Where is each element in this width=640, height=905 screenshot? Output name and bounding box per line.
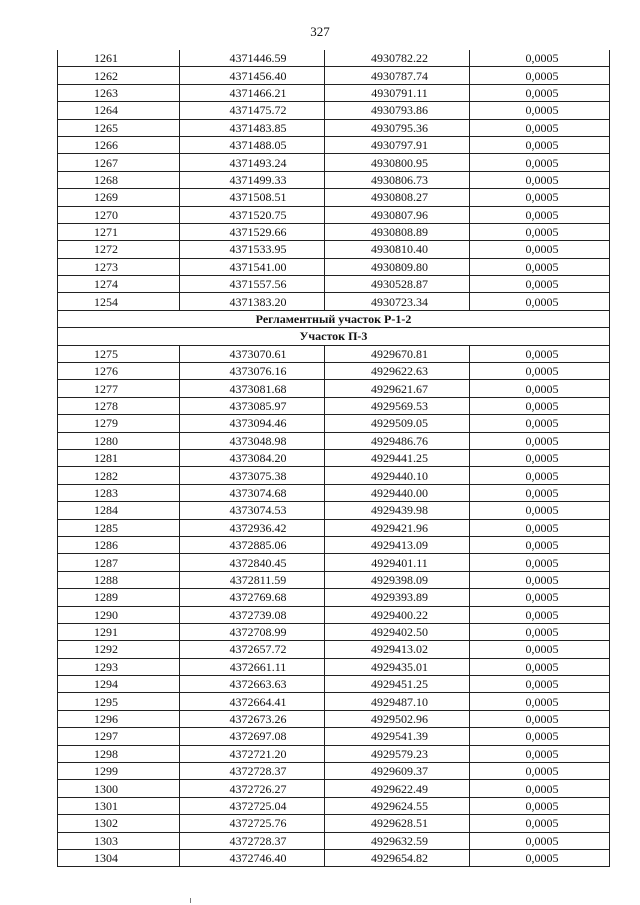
x-coordinate-cell: 4371483.85	[180, 119, 325, 136]
x-coordinate-cell: 4372725.76	[180, 815, 325, 832]
x-coordinate-cell: 4371541.00	[180, 258, 325, 275]
point-number-cell: 1297	[58, 728, 180, 745]
table-row	[58, 119, 610, 136]
accuracy-cell: 0,0005	[470, 710, 610, 727]
accuracy-cell: 0,0005	[470, 67, 610, 84]
y-coordinate-cell: 4930806.73	[325, 171, 470, 188]
point-number-cell: 1285	[58, 519, 180, 536]
accuracy-cell: 0,0005	[470, 276, 610, 293]
point-number-cell: 1277	[58, 380, 180, 397]
point-number-cell: 1299	[58, 763, 180, 780]
point-number-cell: 1273	[58, 258, 180, 275]
table-row	[58, 154, 610, 171]
accuracy-cell: 0,0005	[470, 223, 610, 240]
y-coordinate-cell: 4930795.36	[325, 119, 470, 136]
table-row	[58, 67, 610, 84]
accuracy-cell: 0,0005	[470, 449, 610, 466]
table-row	[58, 676, 610, 693]
y-coordinate-cell: 4929402.50	[325, 623, 470, 640]
x-coordinate-cell: 4371529.66	[180, 223, 325, 240]
x-coordinate-cell: 4372728.37	[180, 832, 325, 849]
point-number-cell: 1279	[58, 415, 180, 432]
y-coordinate-cell: 4929670.81	[325, 345, 470, 362]
table-row	[58, 571, 610, 588]
point-number-cell: 1300	[58, 780, 180, 797]
accuracy-cell: 0,0005	[470, 536, 610, 553]
y-coordinate-cell: 4929541.39	[325, 728, 470, 745]
point-number-cell: 1267	[58, 154, 180, 171]
point-number-cell: 1287	[58, 554, 180, 571]
y-coordinate-cell: 4929439.98	[325, 502, 470, 519]
x-coordinate-cell: 4372746.40	[180, 849, 325, 866]
table-row	[58, 606, 610, 623]
accuracy-cell: 0,0005	[470, 815, 610, 832]
accuracy-cell: 0,0005	[470, 102, 610, 119]
table-row	[58, 519, 610, 536]
accuracy-cell: 0,0005	[470, 171, 610, 188]
table-row	[58, 467, 610, 484]
y-coordinate-cell: 4930808.27	[325, 189, 470, 206]
point-number-cell: 1270	[58, 206, 180, 223]
accuracy-cell: 0,0005	[470, 293, 610, 310]
table-row	[58, 693, 610, 710]
table-row	[58, 345, 610, 362]
x-coordinate-cell: 4373074.53	[180, 502, 325, 519]
x-coordinate-cell: 4373094.46	[180, 415, 325, 432]
x-coordinate-cell: 4371446.59	[180, 50, 325, 67]
point-number-cell: 1268	[58, 171, 180, 188]
y-coordinate-cell: 4929451.25	[325, 676, 470, 693]
x-coordinate-cell: 4372739.08	[180, 606, 325, 623]
table-row	[58, 258, 610, 275]
x-coordinate-cell: 4371520.75	[180, 206, 325, 223]
x-coordinate-cell: 4372936.42	[180, 519, 325, 536]
point-number-cell: 1282	[58, 467, 180, 484]
table-row	[58, 171, 610, 188]
table-row	[58, 189, 610, 206]
table-row	[58, 589, 610, 606]
accuracy-cell: 0,0005	[470, 50, 610, 67]
y-coordinate-cell: 4929569.53	[325, 397, 470, 414]
point-number-cell: 1296	[58, 710, 180, 727]
point-number-cell: 1294	[58, 676, 180, 693]
table-row	[58, 223, 610, 240]
accuracy-cell: 0,0005	[470, 641, 610, 658]
y-coordinate-cell: 4930793.86	[325, 102, 470, 119]
accuracy-cell: 0,0005	[470, 554, 610, 571]
table-row	[58, 415, 610, 432]
y-coordinate-cell: 4929632.59	[325, 832, 470, 849]
x-coordinate-cell: 4372769.68	[180, 589, 325, 606]
x-coordinate-cell: 4372697.08	[180, 728, 325, 745]
x-coordinate-cell: 4371466.21	[180, 84, 325, 101]
y-coordinate-cell: 4930723.34	[325, 293, 470, 310]
accuracy-cell: 0,0005	[470, 589, 610, 606]
accuracy-cell: 0,0005	[470, 484, 610, 501]
y-coordinate-cell: 4930808.89	[325, 223, 470, 240]
accuracy-cell: 0,0005	[470, 763, 610, 780]
point-number-cell: 1289	[58, 589, 180, 606]
accuracy-cell: 0,0005	[470, 606, 610, 623]
point-number-cell: 1291	[58, 623, 180, 640]
accuracy-cell: 0,0005	[470, 502, 610, 519]
accuracy-cell: 0,0005	[470, 345, 610, 362]
y-coordinate-cell: 4929624.55	[325, 797, 470, 814]
point-number-cell: 1298	[58, 745, 180, 762]
accuracy-cell: 0,0005	[470, 119, 610, 136]
table-section-row	[58, 310, 610, 327]
x-coordinate-cell: 4371475.72	[180, 102, 325, 119]
y-coordinate-cell: 4929413.09	[325, 536, 470, 553]
accuracy-cell: 0,0005	[470, 519, 610, 536]
y-coordinate-cell: 4930787.74	[325, 67, 470, 84]
y-coordinate-cell: 4930791.11	[325, 84, 470, 101]
table-row	[58, 763, 610, 780]
section-title: Участок П-3	[58, 328, 610, 345]
point-number-cell: 1301	[58, 797, 180, 814]
table-row	[58, 136, 610, 153]
accuracy-cell: 0,0005	[470, 623, 610, 640]
accuracy-cell: 0,0005	[470, 728, 610, 745]
accuracy-cell: 0,0005	[470, 136, 610, 153]
x-coordinate-cell: 4372657.72	[180, 641, 325, 658]
accuracy-cell: 0,0005	[470, 241, 610, 258]
y-coordinate-cell: 4929440.10	[325, 467, 470, 484]
point-number-cell: 1263	[58, 84, 180, 101]
accuracy-cell: 0,0005	[470, 467, 610, 484]
x-coordinate-cell: 4372661.11	[180, 658, 325, 675]
table-row	[58, 293, 610, 310]
accuracy-cell: 0,0005	[470, 189, 610, 206]
point-number-cell: 1304	[58, 849, 180, 866]
point-number-cell: 1288	[58, 571, 180, 588]
y-coordinate-cell: 4929609.37	[325, 763, 470, 780]
table-row	[58, 50, 610, 67]
point-number-cell: 1303	[58, 832, 180, 849]
y-coordinate-cell: 4930528.87	[325, 276, 470, 293]
x-coordinate-cell: 4373048.98	[180, 432, 325, 449]
y-coordinate-cell: 4929621.67	[325, 380, 470, 397]
y-coordinate-cell: 4930810.40	[325, 241, 470, 258]
x-coordinate-cell: 4371557.56	[180, 276, 325, 293]
coordinates-table	[57, 50, 610, 867]
y-coordinate-cell: 4930807.96	[325, 206, 470, 223]
x-coordinate-cell: 4371488.05	[180, 136, 325, 153]
y-coordinate-cell: 4929393.89	[325, 589, 470, 606]
point-number-cell: 1261	[58, 50, 180, 67]
accuracy-cell: 0,0005	[470, 676, 610, 693]
x-coordinate-cell: 4372673.26	[180, 710, 325, 727]
table-row	[58, 536, 610, 553]
table-row	[58, 658, 610, 675]
x-coordinate-cell: 4372725.04	[180, 797, 325, 814]
x-coordinate-cell: 4372721.20	[180, 745, 325, 762]
accuracy-cell: 0,0005	[470, 363, 610, 380]
point-number-cell: 1262	[58, 67, 180, 84]
table-row	[58, 623, 610, 640]
table-row	[58, 745, 610, 762]
x-coordinate-cell: 4373085.97	[180, 397, 325, 414]
scan-mark	[190, 898, 191, 903]
y-coordinate-cell: 4929441.25	[325, 449, 470, 466]
point-number-cell: 1283	[58, 484, 180, 501]
accuracy-cell: 0,0005	[470, 745, 610, 762]
table-row	[58, 84, 610, 101]
x-coordinate-cell: 4371508.51	[180, 189, 325, 206]
accuracy-cell: 0,0005	[470, 154, 610, 171]
point-number-cell: 1302	[58, 815, 180, 832]
x-coordinate-cell: 4373074.68	[180, 484, 325, 501]
point-number-cell: 1254	[58, 293, 180, 310]
x-coordinate-cell: 4371383.20	[180, 293, 325, 310]
table-row	[58, 728, 610, 745]
accuracy-cell: 0,0005	[470, 797, 610, 814]
x-coordinate-cell: 4373076.16	[180, 363, 325, 380]
y-coordinate-cell: 4929487.10	[325, 693, 470, 710]
point-number-cell: 1278	[58, 397, 180, 414]
accuracy-cell: 0,0005	[470, 780, 610, 797]
x-coordinate-cell: 4371456.40	[180, 67, 325, 84]
table-row	[58, 276, 610, 293]
table-row	[58, 710, 610, 727]
y-coordinate-cell: 4929435.01	[325, 658, 470, 675]
point-number-cell: 1295	[58, 693, 180, 710]
point-number-cell: 1293	[58, 658, 180, 675]
table-row	[58, 102, 610, 119]
x-coordinate-cell: 4372840.45	[180, 554, 325, 571]
point-number-cell: 1272	[58, 241, 180, 258]
x-coordinate-cell: 4371499.33	[180, 171, 325, 188]
x-coordinate-cell: 4371533.95	[180, 241, 325, 258]
y-coordinate-cell: 4929622.49	[325, 780, 470, 797]
y-coordinate-cell: 4929413.02	[325, 641, 470, 658]
y-coordinate-cell: 4929654.82	[325, 849, 470, 866]
point-number-cell: 1275	[58, 345, 180, 362]
point-number-cell: 1292	[58, 641, 180, 658]
y-coordinate-cell: 4930782.22	[325, 50, 470, 67]
section-title: Регламентный участок Р-1-2	[58, 310, 610, 327]
y-coordinate-cell: 4929486.76	[325, 432, 470, 449]
table-row	[58, 849, 610, 866]
y-coordinate-cell: 4929440.00	[325, 484, 470, 501]
accuracy-cell: 0,0005	[470, 832, 610, 849]
x-coordinate-cell: 4372663.63	[180, 676, 325, 693]
point-number-cell: 1265	[58, 119, 180, 136]
table-row	[58, 363, 610, 380]
page-number: 327	[310, 24, 330, 39]
table-row	[58, 832, 610, 849]
x-coordinate-cell: 4373081.68	[180, 380, 325, 397]
x-coordinate-cell: 4372811.59	[180, 571, 325, 588]
table-row	[58, 641, 610, 658]
accuracy-cell: 0,0005	[470, 258, 610, 275]
y-coordinate-cell: 4930809.80	[325, 258, 470, 275]
point-number-cell: 1274	[58, 276, 180, 293]
point-number-cell: 1276	[58, 363, 180, 380]
accuracy-cell: 0,0005	[470, 571, 610, 588]
table-section-row	[58, 328, 610, 345]
y-coordinate-cell: 4929622.63	[325, 363, 470, 380]
x-coordinate-cell: 4373075.38	[180, 467, 325, 484]
x-coordinate-cell: 4373070.61	[180, 345, 325, 362]
accuracy-cell: 0,0005	[470, 432, 610, 449]
y-coordinate-cell: 4929628.51	[325, 815, 470, 832]
point-number-cell: 1286	[58, 536, 180, 553]
x-coordinate-cell: 4372728.37	[180, 763, 325, 780]
point-number-cell: 1284	[58, 502, 180, 519]
table-row	[58, 484, 610, 501]
y-coordinate-cell: 4929579.23	[325, 745, 470, 762]
table-row	[58, 797, 610, 814]
y-coordinate-cell: 4930797.91	[325, 136, 470, 153]
table-row	[58, 241, 610, 258]
coordinates-table-body	[58, 50, 610, 867]
y-coordinate-cell: 4929400.22	[325, 606, 470, 623]
table-row	[58, 554, 610, 571]
point-number-cell: 1290	[58, 606, 180, 623]
x-coordinate-cell: 4372885.06	[180, 536, 325, 553]
y-coordinate-cell: 4929509.05	[325, 415, 470, 432]
x-coordinate-cell: 4371493.24	[180, 154, 325, 171]
point-number-cell: 1271	[58, 223, 180, 240]
table-row	[58, 449, 610, 466]
table-row	[58, 815, 610, 832]
accuracy-cell: 0,0005	[470, 849, 610, 866]
y-coordinate-cell: 4929421.96	[325, 519, 470, 536]
x-coordinate-cell: 4372726.27	[180, 780, 325, 797]
point-number-cell: 1269	[58, 189, 180, 206]
point-number-cell: 1264	[58, 102, 180, 119]
table-row	[58, 502, 610, 519]
y-coordinate-cell: 4929401.11	[325, 554, 470, 571]
x-coordinate-cell: 4372708.99	[180, 623, 325, 640]
table-row	[58, 432, 610, 449]
accuracy-cell: 0,0005	[470, 693, 610, 710]
table-row	[58, 397, 610, 414]
point-number-cell: 1280	[58, 432, 180, 449]
point-number-cell: 1281	[58, 449, 180, 466]
x-coordinate-cell: 4373084.20	[180, 449, 325, 466]
point-number-cell: 1266	[58, 136, 180, 153]
accuracy-cell: 0,0005	[470, 658, 610, 675]
accuracy-cell: 0,0005	[470, 415, 610, 432]
accuracy-cell: 0,0005	[470, 206, 610, 223]
accuracy-cell: 0,0005	[470, 84, 610, 101]
table-row	[58, 780, 610, 797]
y-coordinate-cell: 4929398.09	[325, 571, 470, 588]
x-coordinate-cell: 4372664.41	[180, 693, 325, 710]
accuracy-cell: 0,0005	[470, 397, 610, 414]
table-row	[58, 380, 610, 397]
y-coordinate-cell: 4929502.96	[325, 710, 470, 727]
y-coordinate-cell: 4930800.95	[325, 154, 470, 171]
table-row	[58, 206, 610, 223]
accuracy-cell: 0,0005	[470, 380, 610, 397]
